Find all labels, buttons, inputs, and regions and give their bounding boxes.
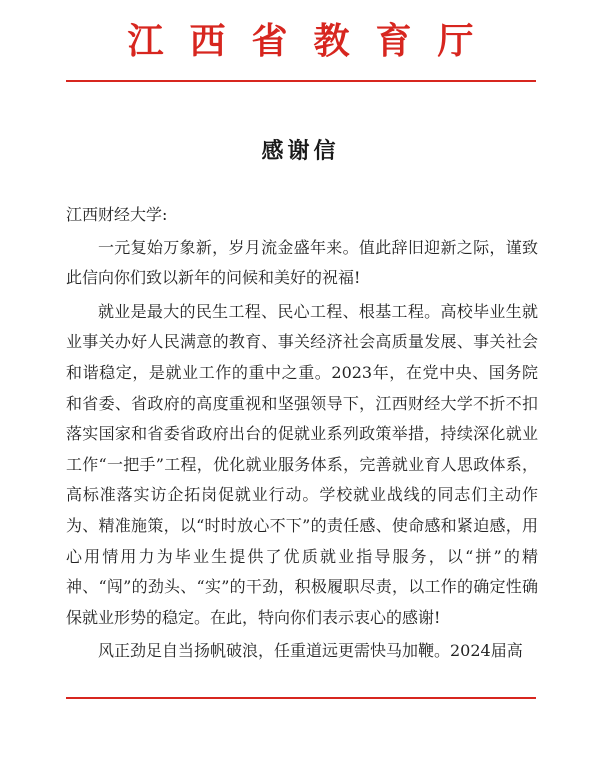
page-bottom-divider <box>66 697 536 699</box>
letterhead-divider <box>66 80 536 82</box>
paragraph-employment: 就业是最大的民生工程、民心工程、根基工程。高校毕业生就业事关办好人民满意的教育、事关经济社会高质量发展、事关社会和谐稳定，是就业工作的重中之重。2023年，在党中央、国务院和省委、省政府的高度重视和坚强领导下，江西财经大学不折不扣落实国家和省委省政府出台的促就业系列政策举措，持续深化就业工作“一把手”工程，优化就业服务体系，完善就业育人思政体系，高标准落实访企拓岗促就业行动。学校就业战线的同志们主动作为、精准施策，以“时时放心不下”的责任感、使命感和紧迫感，用心用情用力为毕业生提供了优质就业指导服务，以“拼”的精神、“闯”的劲头、“实”的干劲，积极履职尽责，以工作的确定性确保就业形势的稳定。在此，特向你们表示衷心的感谢! <box>66 301 538 627</box>
paragraph-outlook: 风正劲足自当扬帆破浪，任重道远更需快马加鞭。2024届高 <box>98 641 523 661</box>
letter-title: 感谢信 <box>261 138 340 164</box>
paragraph-greeting: 一元复始万象新，岁月流金盛年来。值此辞旧迎新之际，谨致此信向你们致以新年的问候和美好的祝福! <box>66 237 538 288</box>
letter-body <box>66 200 538 667</box>
letterhead-title: 江西省教育厅 <box>127 20 500 62</box>
salutation: 江西财经大学: <box>66 205 168 224</box>
